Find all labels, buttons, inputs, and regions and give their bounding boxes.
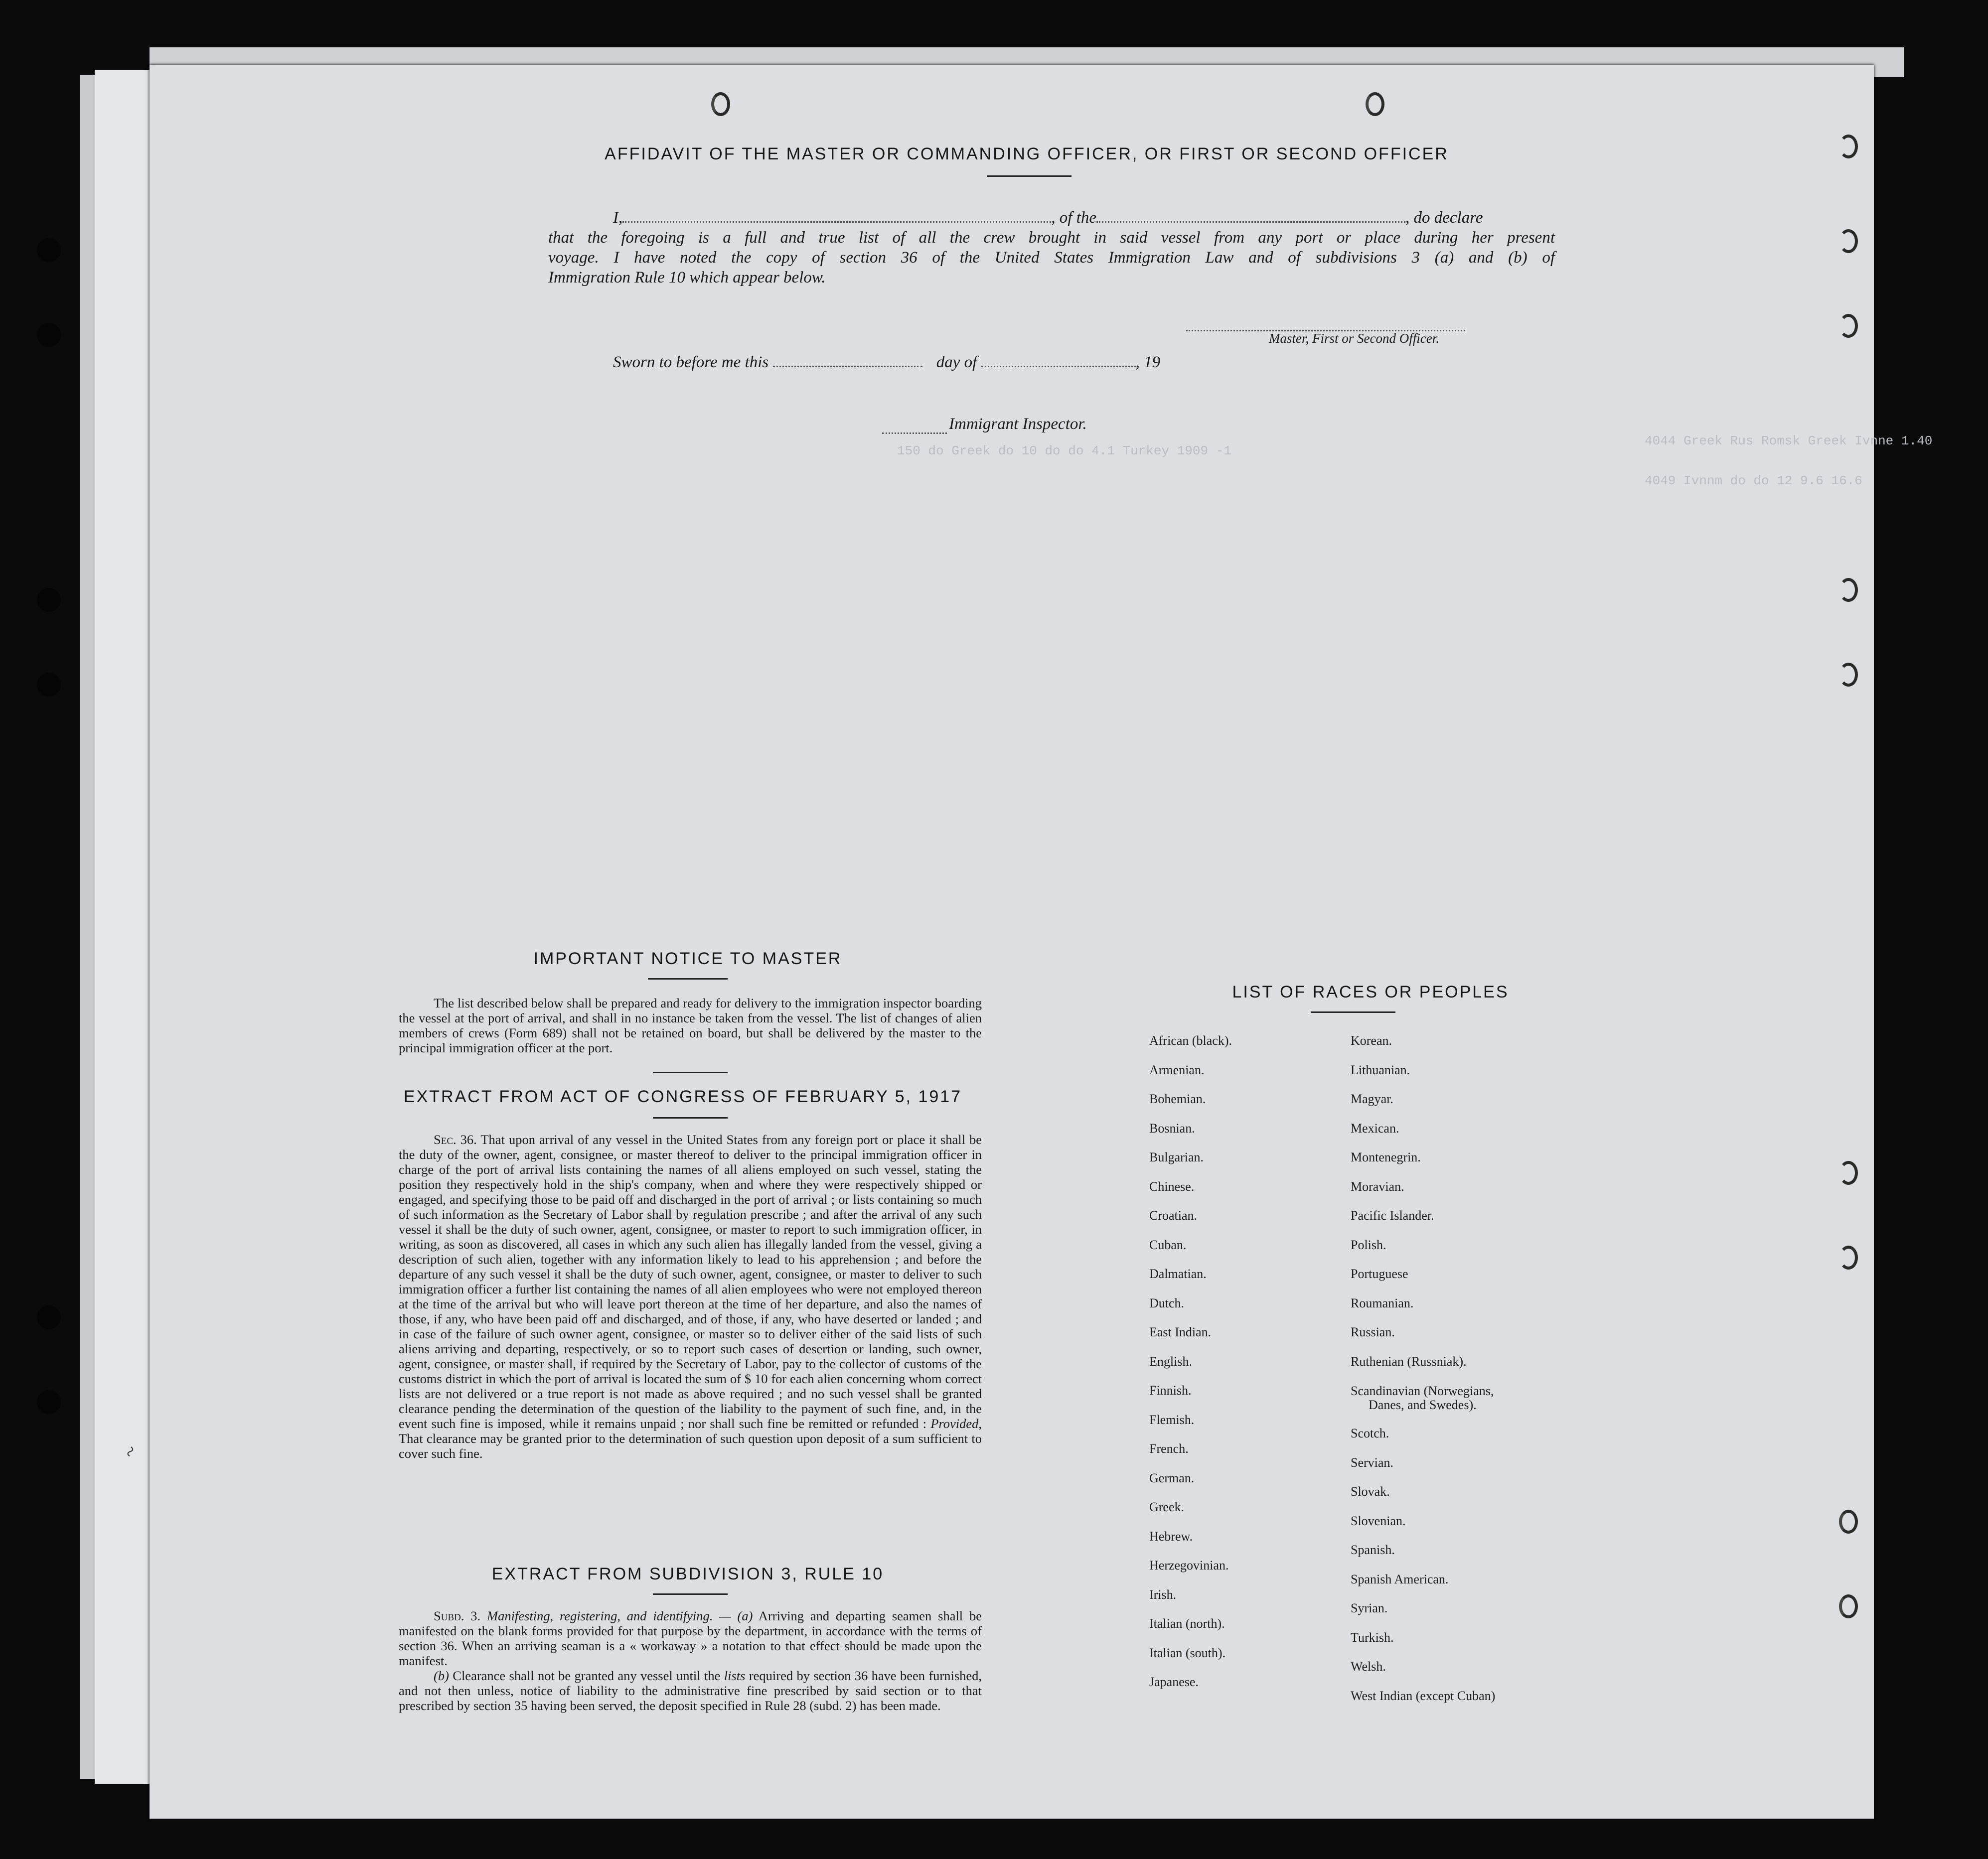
race-item: Ruthenian (Russniak).: [1351, 1354, 1467, 1369]
race-item: Servian.: [1351, 1455, 1393, 1470]
document-page: [117, 65, 1933, 1819]
race-item: East Indian.: [1149, 1325, 1212, 1339]
heading-rule: [648, 978, 728, 980]
race-item: Dalmatian.: [1149, 1267, 1207, 1281]
punch-hole: [1366, 92, 1384, 116]
punch-hole: [711, 92, 730, 116]
heading-rule: [653, 1072, 728, 1073]
sworn-line: [613, 352, 1160, 373]
name-blank: [622, 219, 1051, 223]
year-text: , 19: [1135, 353, 1161, 371]
binder-hole: [37, 588, 61, 612]
affidavit-line4: Immigration Rule 10 which appear below.: [548, 269, 826, 286]
race-item: Croatian.: [1149, 1208, 1198, 1223]
rule-body-a: Arriving and departing seamen shall be manifested on the blank forms provided for that purpose by the department, in accordance with the terms of section 36. When an arriving seaman is a « workaway » a notation to that effect should be made upon the manifest.: [399, 1608, 982, 1668]
binder-hole: [37, 323, 61, 347]
affidavit-line2: that the foregoing is a full and true list of all the crew brought in said vessel from any port or place during her present: [548, 229, 1555, 247]
races-heading: LIST OF RACES OR PEOPLES: [1232, 983, 1509, 1001]
race-item: Herzegovinian.: [1149, 1558, 1229, 1573]
notice-text: The list described below shall be prepared and ready for delivery to the immigration inspector boarding the vessel at the port of arrival, and shall in no instance be taken from the vessel. The list of changes of alien members of crews (Form 689) shall not be retained on board, but shall be delivered by the master to the principal immigration officer at the port.: [399, 996, 982, 1055]
day-of-text: day of: [936, 353, 977, 371]
race-item: Mexican.: [1351, 1121, 1399, 1136]
race-item: Spanish American.: [1351, 1572, 1449, 1586]
race-item: Flemish.: [1149, 1412, 1195, 1427]
binder-hole: [37, 238, 61, 262]
rule-b-label: (b): [434, 1668, 449, 1683]
race-item: Dutch.: [1149, 1295, 1185, 1310]
inspector-blank: [882, 430, 947, 434]
race-item: Portuguese: [1351, 1267, 1408, 1281]
race-item: Korean.: [1351, 1033, 1392, 1048]
binder-hole: [37, 673, 61, 697]
races-right-column: [1351, 1026, 1580, 1711]
race-item: Pacific Islander.: [1351, 1208, 1434, 1223]
race-item: Bohemian.: [1149, 1092, 1206, 1106]
race-item: Moravian.: [1351, 1179, 1404, 1194]
race-item: Welsh.: [1351, 1659, 1386, 1674]
sworn-text: Sworn to before me this: [613, 353, 769, 371]
race-item: Polish.: [1351, 1237, 1386, 1252]
punch-hole: [1839, 1161, 1858, 1185]
punch-hole: [1839, 135, 1858, 158]
show-through-text: 4044 Greek Rus Romsk Greek Ivnne 1.40: [1645, 433, 1933, 448]
act-body-end: That clearance may be granted prior to the determination of such question upon deposit of a sum sufficient to cover such fine.: [399, 1431, 982, 1461]
race-item: French.: [1149, 1441, 1189, 1456]
rule-lists: lists: [724, 1668, 746, 1683]
race-item: Armenian.: [1149, 1062, 1205, 1077]
punch-hole: [1839, 229, 1858, 253]
punch-hole: [1839, 1594, 1858, 1618]
race-item: German.: [1149, 1470, 1195, 1485]
race-item: Greek.: [1149, 1500, 1185, 1514]
inspector-label: Immigrant Inspector.: [949, 415, 1087, 433]
rule-subd: Subd. 3.: [434, 1608, 481, 1623]
race-item: Irish.: [1149, 1587, 1177, 1602]
affidavit-line3: voyage. I have noted the copy of section 36 of the United States Immigration Law and of subdivisions 3 (a) and (b) of: [548, 249, 1555, 267]
race-item: Turkish.: [1351, 1630, 1394, 1645]
sworn-month-blank: [981, 364, 1136, 367]
binder-hole: [37, 1305, 61, 1329]
race-item: Magyar.: [1351, 1092, 1393, 1106]
punch-hole: [1839, 578, 1858, 602]
affidavit-of-the: , of the: [1051, 209, 1096, 227]
act-section: Sec. 36.: [434, 1132, 477, 1147]
race-item: Lithuanian.: [1351, 1062, 1410, 1077]
rule-body-b1: Clearance shall not be granted any vessel until the: [453, 1668, 721, 1683]
show-through-text: 4049 Ivnnm do do 12 9.6 16.6: [1645, 473, 1862, 488]
race-item: Bulgarian.: [1149, 1150, 1204, 1164]
sworn-day-blank: [773, 364, 922, 367]
race-item: Scotch.: [1351, 1426, 1389, 1440]
affidavit-i: I,: [613, 209, 623, 227]
race-item: Montenegrin.: [1351, 1150, 1421, 1164]
heading-rule: [653, 1593, 728, 1595]
heading-rule: [987, 175, 1071, 177]
rule-heading: EXTRACT FROM SUBDIVISION 3, RULE 10: [491, 1565, 884, 1583]
race-item: Scandinavian (Norwegians,: [1351, 1384, 1494, 1398]
rule-subd-title: Manifesting, registering, and identifying. — (a): [487, 1608, 753, 1623]
punch-hole: [1839, 663, 1858, 687]
race-item: Spanish.: [1351, 1543, 1395, 1557]
race-item: Slovenian.: [1351, 1513, 1406, 1528]
affidavit-heading: AFFIDAVIT OF THE MASTER OR COMMANDING OFFICER, OR FIRST OR SECOND OFFICER: [605, 144, 1449, 163]
act-text: [399, 1132, 982, 1461]
race-item: Italian (south).: [1149, 1645, 1226, 1660]
race-item: Japanese.: [1149, 1675, 1199, 1689]
race-item: Chinese.: [1149, 1179, 1195, 1194]
heading-rule: [1311, 1011, 1395, 1013]
margin-handwriting: ~: [117, 1441, 143, 1462]
rule-text-a: [399, 1608, 982, 1668]
heading-rule: [653, 1117, 728, 1119]
race-item: Roumanian.: [1351, 1295, 1414, 1310]
affidavit-line1: [613, 207, 1660, 228]
punch-hole: [1839, 1510, 1858, 1534]
rule-text-b: [399, 1668, 982, 1713]
show-through-text: 150 do Greek do 10 do do 4.1 Turkey 1909 -1: [897, 443, 1231, 458]
race-item: African (black).: [1149, 1033, 1232, 1048]
race-item: Bosnian.: [1149, 1121, 1195, 1136]
rule-body-b2: required by section 36 have been furnished, and not then unless, notice of liability to the administrative fine prescribed by said section or to that prescribed by section 35 having been served, the deposit specified in Rule 28 (subd. 2) has been made.: [399, 1668, 982, 1713]
race-item: English.: [1149, 1354, 1192, 1369]
vessel-blank: [1096, 219, 1405, 223]
act-body: That upon arrival of any vessel in the United States from any foreign port or place it shall be the duty of the owner, agent, consignee, or master thereof to deliver to the principal immigration officer in charge of the port of arrival lists containing the names of all aliens employed on such vessel, stating the position they respectively hold in the ship's company, when and where they were respectively shipped or engaged, and specifying those to be paid off and discharged in the port of arrival ; or lists containing so much of such information as the Secretary of Labor shall by regulation prescribe ; and after the arrival of any such vessel it shall be the duty of such owner, agent, consignee, or master to report to such immigration officer, in writing, as soon as discovered, all cases in which any such alien has illegally landed from the vessel, giving a description of such alien, together with any information likely to lead to his apprehension ; and before the departure of any such vessel it shall be the duty of such owner, agent, consignee, or master to deliver to such immigration officer a further list containing the names of all alien employees who were not employed thereon at the time of the arrival but who will leave port thereon at the time of her departure, and also the names of those, if any, who have been paid off and discharged, and of those, if any, who have deserted or landed ; and in case of the failure of such owner agent, consignee, or master so to deliver either of the said lists of such aliens arriving and departing, respectively, or so to report such cases of desertion or landing, such owner, agent, consignee, or master shall, if required by the Secretary of Labor, pay to the collector of customs of the customs district in which the port of arrival is located the sum of $ 10 for each alien concerning whom correct lists are not delivered or a true report is not made as above required ; and no such vessel shall be granted clearance pending the determination of the question of the liability to the payment of such fine, and, in the event such fine is imposed, while it remains unpaid ; nor shall such fine be remitted or refunded :: [399, 1132, 982, 1431]
race-item: Finnish.: [1149, 1383, 1192, 1398]
notice-heading: IMPORTANT NOTICE TO MASTER: [533, 949, 842, 968]
race-item: Slovak.: [1351, 1484, 1390, 1499]
race-item: West Indian (except Cuban): [1351, 1688, 1496, 1703]
punch-hole: [1839, 1246, 1858, 1270]
act-heading: EXTRACT FROM ACT OF CONGRESS OF FEBRUARY 5, 1917: [403, 1087, 962, 1106]
races-left-column: [1149, 1026, 1319, 1697]
race-item: Russian.: [1351, 1325, 1395, 1339]
act-provided: Provided,: [930, 1416, 982, 1431]
punch-hole: [1839, 314, 1858, 338]
race-item: Danes, and Swedes).: [1369, 1398, 1477, 1412]
affidavit-declare: , do declare: [1405, 209, 1483, 227]
binder-hole: [37, 1390, 61, 1414]
race-item: Cuban.: [1149, 1237, 1187, 1252]
signature-label: Master, First or Second Officer.: [1269, 331, 1439, 346]
race-item: Hebrew.: [1149, 1529, 1193, 1544]
race-item: Syrian.: [1351, 1601, 1388, 1615]
race-item: Italian (north).: [1149, 1616, 1225, 1631]
